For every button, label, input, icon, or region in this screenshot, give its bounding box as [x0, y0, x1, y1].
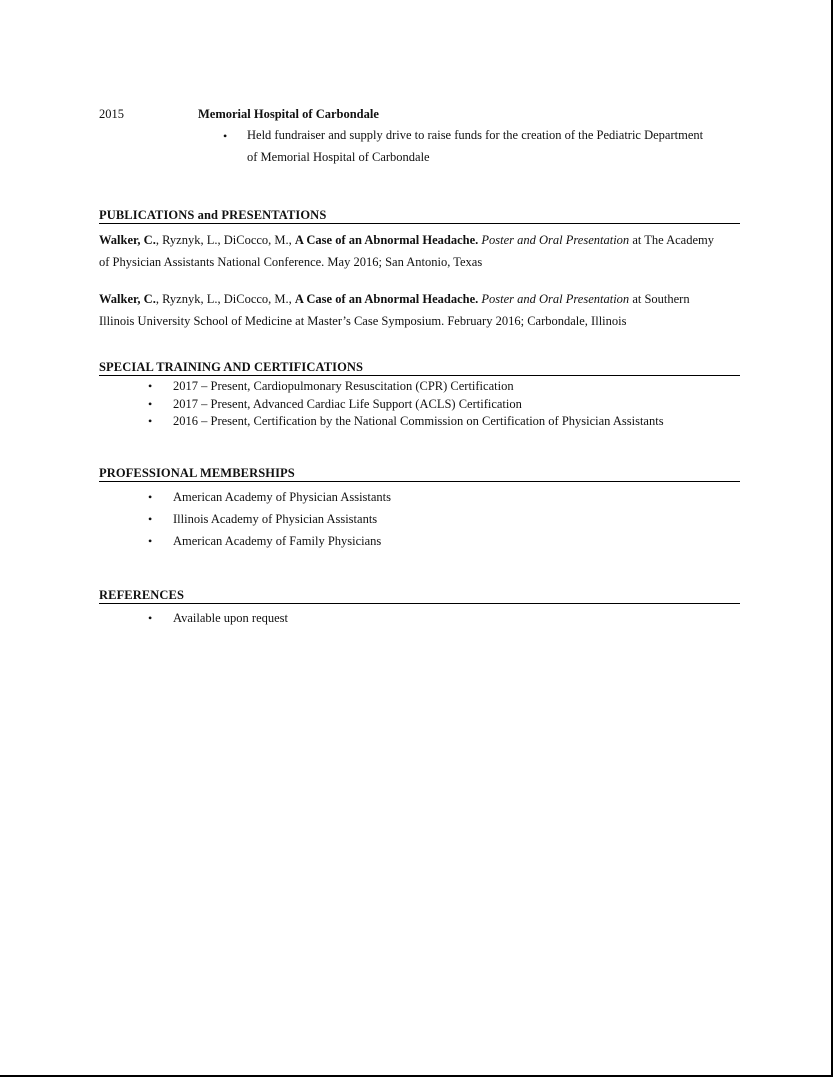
publication-coauthors: , Ryznyk, L., DiCocco, M., [155, 233, 295, 247]
bullet-icon: • [148, 414, 153, 428]
experience-year: 2015 [99, 107, 124, 121]
publication-venue-start: at The Academy [629, 233, 714, 247]
bullet-icon: • [148, 397, 153, 411]
publication-title: A Case of an Abnormal Headache. [294, 292, 479, 306]
experience-organization: Memorial Hospital of Carbondale [198, 107, 379, 121]
publication-coauthors: , Ryznyk, L., DiCocco, M., [155, 292, 295, 306]
publication-title: A Case of an Abnormal Headache. [294, 233, 479, 247]
publication-type: Poster and Oral Presentation [478, 233, 630, 247]
membership-item: American Academy of Family Physicians [173, 534, 382, 548]
training-item: 2016 – Present, Certification by the National Commission on Certification of Physician Assistants [173, 414, 664, 428]
experience-detail-line-1: Held fundraiser and supply drive to raise funds for the creation of the Pediatric Department [247, 128, 704, 142]
publication-lead-author: Walker, C. [99, 233, 156, 247]
publication-type: Poster and Oral Presentation [478, 292, 630, 306]
publication-entry-1-line-1 [99, 229, 714, 251]
bullet-icon: • [223, 129, 228, 143]
bullet-icon: • [148, 611, 153, 625]
publication-entry-2-line-1 [99, 288, 690, 310]
references-heading: REFERENCES [99, 587, 740, 604]
publications-heading: PUBLICATIONS and PRESENTATIONS [99, 207, 740, 224]
training-item: 2017 – Present, Advanced Cardiac Life Support (ACLS) Certification [173, 397, 522, 411]
membership-item: Illinois Academy of Physician Assistants [173, 512, 378, 526]
publication-entry-1-line-2: of Physician Assistants National Conference. May 2016; San Antonio, Texas [99, 255, 483, 269]
experience-detail-line-2: of Memorial Hospital of Carbondale [247, 150, 430, 164]
memberships-heading: PROFESSIONAL MEMBERSHIPS [99, 465, 740, 482]
publication-entry-2-line-2: Illinois University School of Medicine at Master’s Case Symposium. February 2016; Carbondale, Illinois [99, 314, 627, 328]
publication-venue-start: at Southern [629, 292, 690, 306]
training-item: 2017 – Present, Cardiopulmonary Resuscitation (CPR) Certification [173, 379, 514, 393]
training-heading: SPECIAL TRAINING AND CERTIFICATIONS [99, 359, 740, 376]
bullet-icon: • [148, 379, 153, 393]
publication-lead-author: Walker, C. [99, 292, 156, 306]
bullet-icon: • [148, 490, 153, 504]
reference-item: Available upon request [173, 611, 289, 625]
membership-item: American Academy of Physician Assistants [173, 490, 392, 504]
bullet-icon: • [148, 512, 153, 526]
bullet-icon: • [148, 534, 153, 548]
